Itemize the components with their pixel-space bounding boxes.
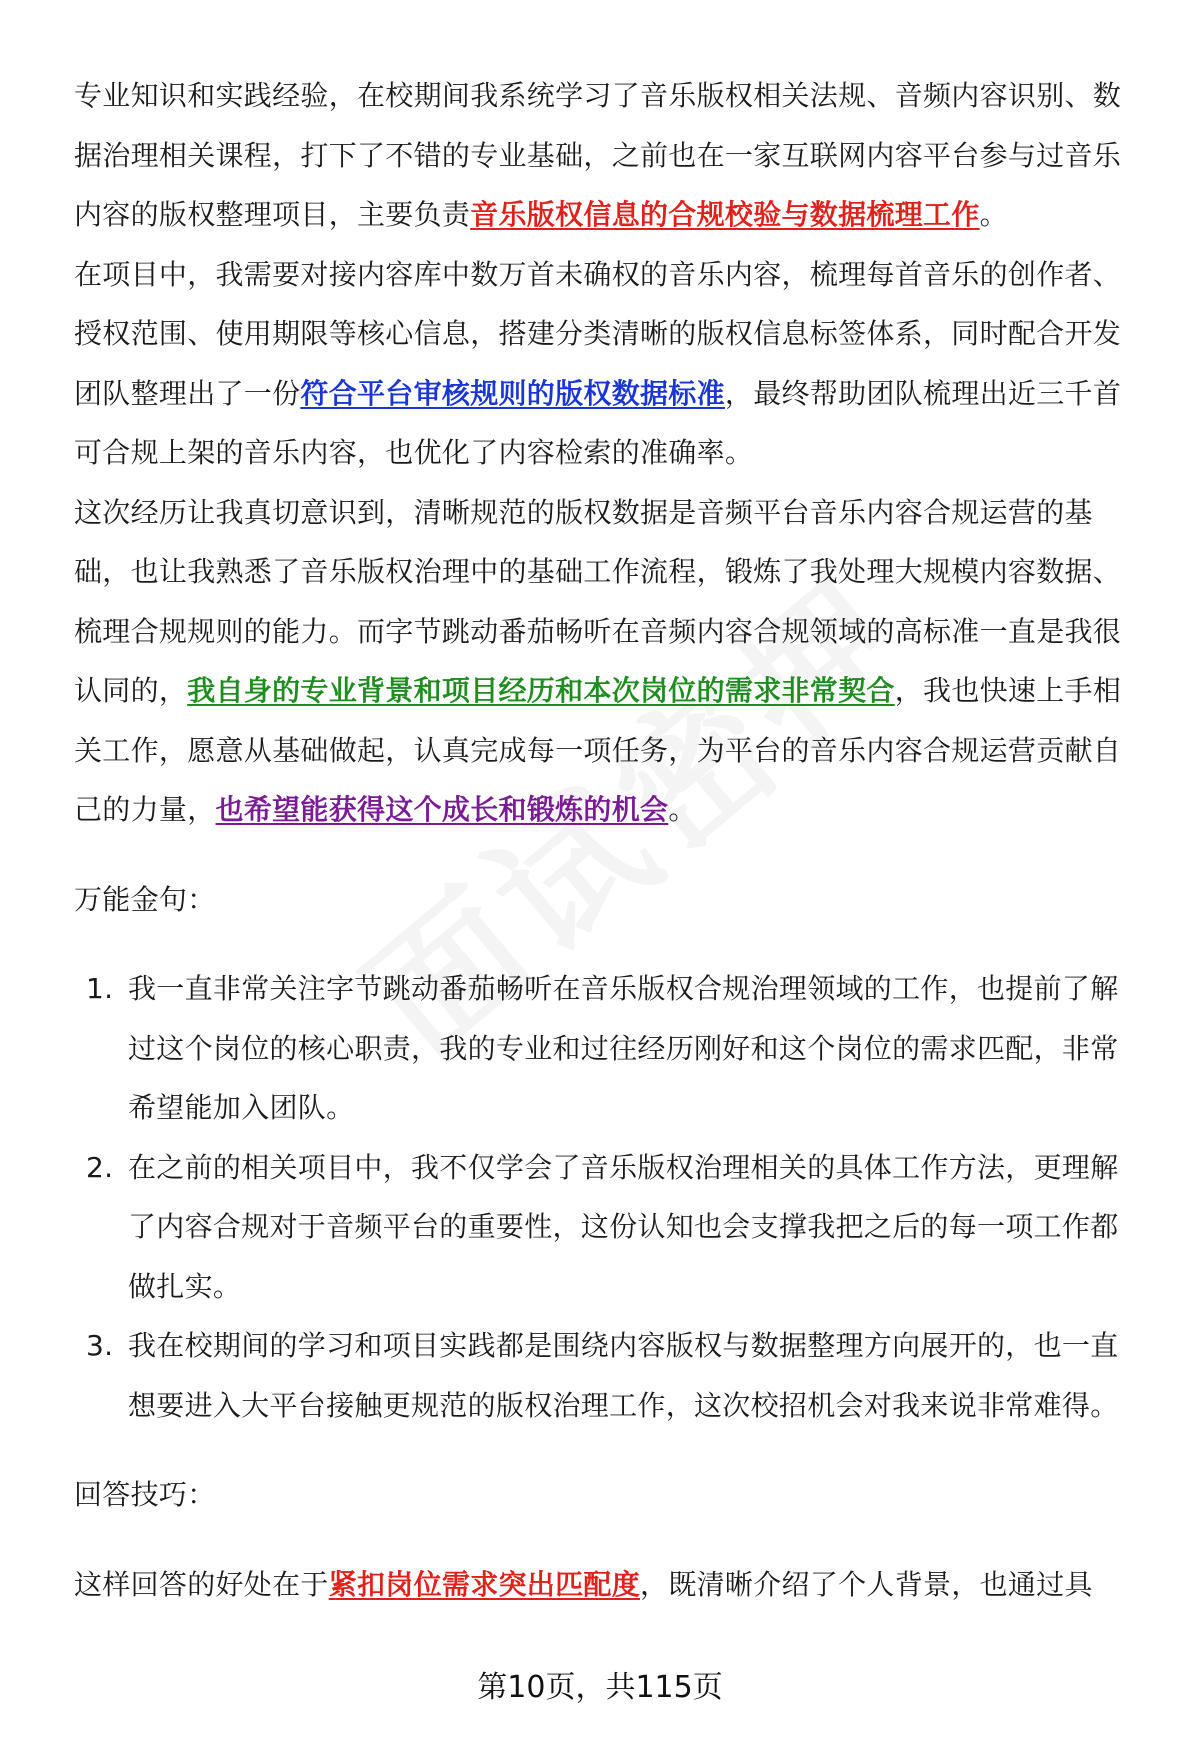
list-number: 2.	[86, 1150, 114, 1184]
text-segment: 在项目中，我需要对接内容库中数万首未确权的音乐内容，梳理每首音乐的创作者、授权范围、使用期限等核心信息，搭建分类清晰的版权信息标签体系，同时配合开发团队整理出了一份	[74, 257, 1122, 410]
section-label-answer-tips: 回答技巧：	[74, 1478, 216, 1511]
text-segment: ，最终帮助团队梳理出近三千首可合规上架的音乐内容，也优化了内容检索的准确率。	[74, 376, 1122, 469]
highlight-green: 我自身的专业背景和项目经历和本次岗位的需求非常契合	[187, 674, 895, 707]
paragraph-project	[74, 245, 1146, 483]
list-item-text: 在之前的相关项目中，我不仅学会了音乐版权治理相关的具体工作方法，更理解了内容合规对于音频平台的重要性，这份认知也会支撑我把之后的每一项工作都做扎实。	[128, 1150, 1119, 1303]
text-segment: ，既清晰介绍了个人背景，也通过具	[640, 1567, 1093, 1601]
paragraph-reflection	[74, 483, 1146, 840]
list-item-text: 我在校期间的学习和项目实践都是围绕内容版权与数据整理方向展开的，也一直想要进入大平台接触更规范的版权治理工作，这次校招机会对我来说非常难得。	[128, 1329, 1119, 1422]
list-item	[74, 1138, 1146, 1317]
highlight-red: 音乐版权信息的合规校验与数据梳理工作	[470, 198, 980, 231]
paragraph-tips	[74, 1555, 1146, 1615]
list-number: 3.	[86, 1329, 114, 1362]
document-body	[74, 66, 1146, 1614]
list-item	[74, 959, 1146, 1138]
paragraph-education	[74, 66, 1146, 245]
text-segment: 。	[979, 198, 1008, 231]
text-segment: 。	[668, 793, 697, 826]
list-item	[74, 1316, 1146, 1435]
golden-sentences-list	[74, 959, 1146, 1435]
highlight-red: 紧扣岗位需求突出匹配度	[328, 1567, 641, 1601]
text-segment: ，我也快速上手相关工作，愿意从基础做起，认真完成每一项任务，为平台的音乐内容合规运营贡献自己的力量，	[74, 674, 1122, 826]
section-label-golden-sentences: 万能金句：	[74, 882, 216, 916]
text-segment: 专业知识和实践经验，在校期间我系统学习了音乐版权相关法规、音频内容识别、数据治理相关课程，打下了不错的专业基础，之前也在一家互联网内容平台参与过音乐内容的版权整理项目，主要负责	[74, 79, 1122, 231]
text-segment: 这次经历让我真切意识到，清晰规范的版权数据是音频平台音乐内容合规运营的基础，也让我熟悉了音乐版权治理中的基础工作流程，锻炼了我处理大规模内容数据、梳理合规规则的能力。而字节跳动番茄畅听在音频内容合规领域的高标准一直是我很认同的，	[74, 495, 1122, 707]
list-item-text: 我一直非常关注字节跳动番茄畅听在音乐版权合规治理领域的工作，也提前了解过这个岗位的核心职责，我的专业和过往经历刚好和这个岗位的需求匹配，非常希望能加入团队。	[128, 972, 1119, 1124]
list-number: 1.	[86, 972, 114, 1005]
highlight-purple: 也希望能获得这个成长和锻炼的机会	[215, 793, 669, 826]
page-footer: 第10页，共115页	[477, 1670, 723, 1705]
highlight-blue: 符合平台审核规则的版权数据标准	[300, 376, 725, 410]
text-segment: 这样回答的好处在于	[74, 1567, 329, 1601]
